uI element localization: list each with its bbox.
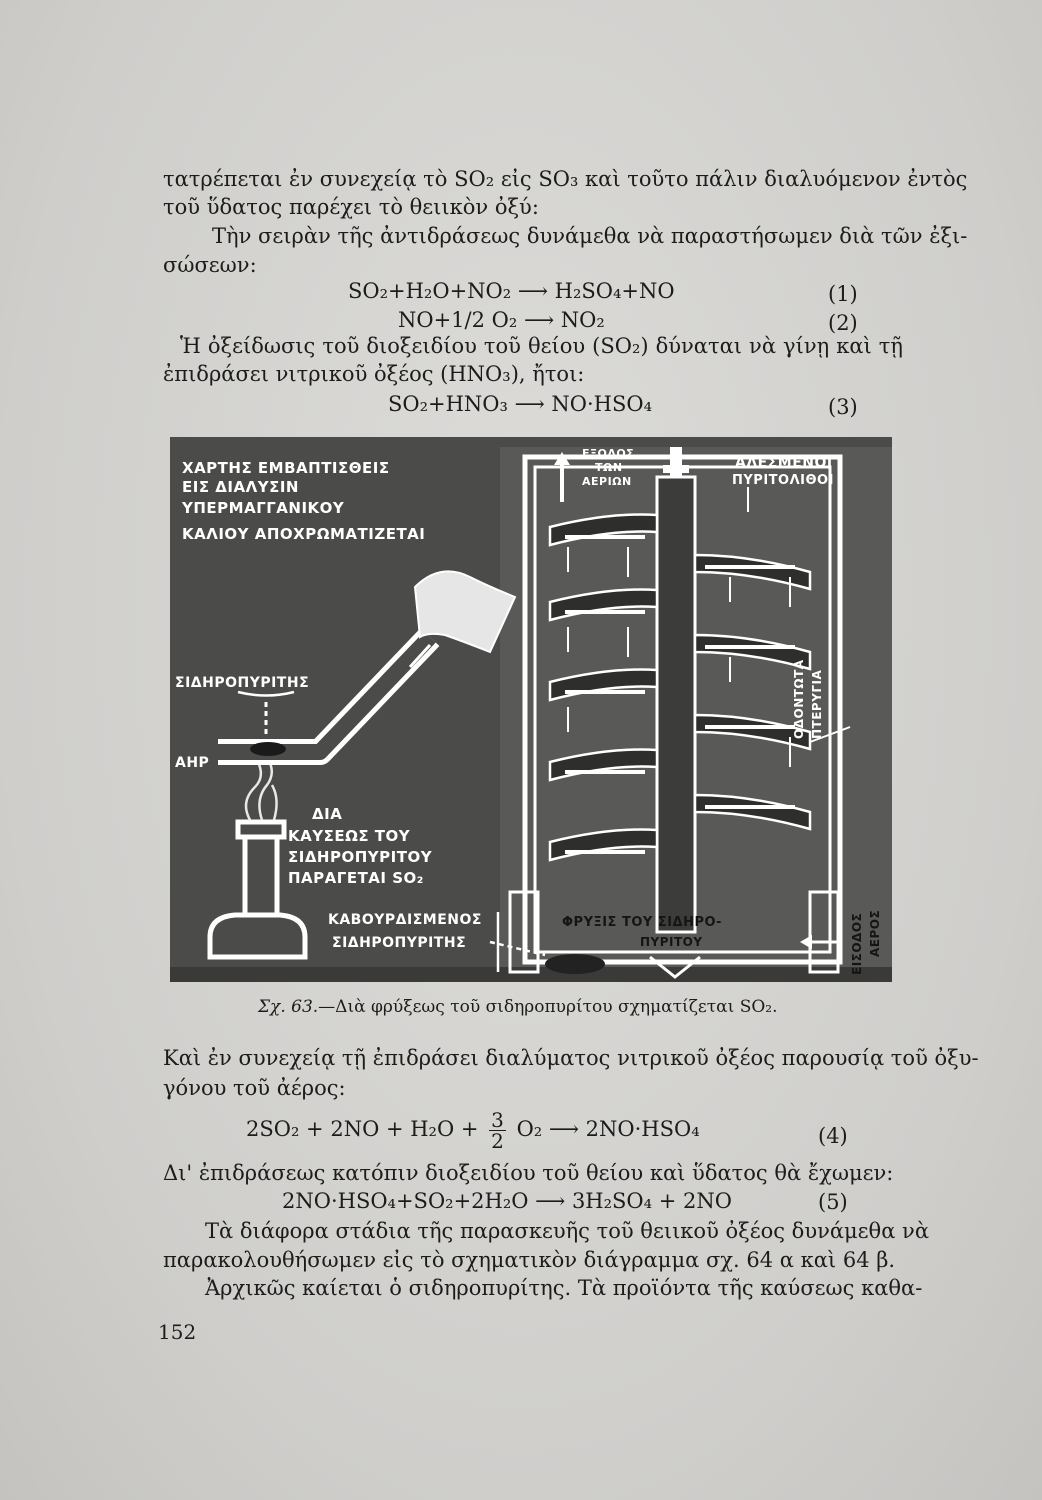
equation-3: SO₂+HNO₃ ⟶ NO·HSO₄: [388, 392, 652, 416]
equation-4: [246, 1110, 700, 1151]
label-teeth-1: ΟΔΟΝΤΩΤΑ: [792, 659, 806, 739]
equation-4-number: (4): [818, 1124, 848, 1148]
caption-text: —Διὰ φρύξεως τοῦ σιδηροπυρίτου σχηματίζεται SO₂.: [318, 997, 778, 1017]
label-gas-exit-3: ΑΕΡΙΩΝ: [582, 475, 632, 488]
label-air: ΑΗΡ: [175, 755, 210, 771]
label-ground-1: ΑΛΕΣΜΕΝΟΙ: [735, 455, 833, 471]
paragraph-line: ἐπιδράσει νιτρικοῦ ὀξέος (HNO₃), ἤτοι:: [163, 362, 585, 386]
label-combustion-3: ΣΙΔΗΡΟΠΥΡΙΤΟΥ: [288, 848, 433, 866]
label-combustion-4: ΠΑΡΑΓΕΤΑΙ SO₂: [288, 869, 424, 887]
label-gas-exit-2: ΤΩΝ: [595, 461, 623, 474]
label-carbonized-2: ΣΙΔΗΡΟΠΥΡΙΤΗΣ: [332, 935, 467, 951]
label-paper-4: ΚΑΛΙΟΥ ΑΠΟΧΡΩΜΑΤΙΖΕΤΑΙ: [182, 525, 426, 543]
equation-4-left: 2SO₂ + 2NO + H₂O +: [246, 1117, 479, 1141]
fraction-numerator: 3: [491, 1108, 504, 1132]
label-carbonized-1: ΚΑΒΟΥΡΔΙΣΜΕΝΟΣ: [328, 912, 482, 928]
equation-2: NO+1/2 O₂ ⟶ NO₂: [398, 308, 605, 332]
paragraph-line: παρακολουθήσωμεν εἰς τὸ σχηματικὸν διάγραμμα σχ. 64 α καὶ 64 β.: [163, 1248, 896, 1272]
equation-2-number: (2): [828, 311, 858, 335]
fraction-three-halves: [489, 1110, 506, 1151]
figure-caption: [258, 997, 778, 1017]
label-roasting-1: ΦΡΥΞΙΣ ΤΟΥ ΣΙΔΗΡΟ-: [562, 915, 722, 930]
label-teeth-2: ΠΤΕΡΥΓΙΑ: [810, 669, 824, 739]
equation-1: SO₂+H₂O+NO₂ ⟶ H₂SO₄+NO: [348, 279, 675, 303]
label-paper-2: ΕΙΣ ΔΙΑΛΥΣΙΝ: [182, 478, 299, 496]
label-paper-1: ΧΑΡΤΗΣ ΕΜΒΑΠΤΙΣΘΕΙΣ: [182, 459, 390, 477]
equation-1-number: (1): [828, 282, 858, 306]
label-air-entry-2: ΑΕΡΟΣ: [868, 909, 882, 957]
label-gas-exit-1: ΕΞΟΔΟΣ: [582, 447, 635, 460]
equation-3-number: (3): [828, 395, 858, 419]
paragraph-line: Δι' ἐπιδράσεως κατόπιν διοξειδίου τοῦ θείου καὶ ὕδατος θὰ ἔχωμεν:: [163, 1161, 894, 1185]
paragraph-line: Ἀρχικῶς καίεται ὁ σιδηροπυρίτης. Τὰ προϊόντα τῆς καύσεως καθα-: [205, 1276, 923, 1300]
paragraph-line: Τὰ διάφορα στάδια τῆς παρασκευῆς τοῦ θειικοῦ ὀξέος δυνάμεθα νὰ: [205, 1219, 930, 1243]
paragraph-line: τοῦ ὕδατος παρέχει τὸ θειικὸν ὀξύ:: [163, 195, 539, 219]
equation-5: 2NO·HSO₄+SO₂+2H₂O ⟶ 3H₂SO₄ + 2NO: [282, 1189, 732, 1213]
equation-5-number: (5): [818, 1190, 848, 1214]
paragraph-line: Ἡ ὀξείδωσις τοῦ διοξειδίου τοῦ θείου (SO₂) δύναται νὰ γίνῃ καὶ τῇ: [180, 334, 903, 358]
paragraph-line: Τὴν σειρὰν τῆς ἀντιδράσεως δυνάμεθα νὰ παραστήσωμεν διὰ τῶν ἐξι-: [212, 224, 968, 248]
label-ground-2: ΠΥΡΙΤΟΛΙΘΟΙ: [732, 473, 834, 488]
label-combustion-2: ΚΑΥΣΕΩΣ ΤΟΥ: [288, 827, 411, 845]
label-air-entry-1: ΕΙΣΟΔΟΣ: [850, 912, 864, 975]
paragraph-line: γόνου τοῦ ἀέρος:: [163, 1076, 346, 1100]
equation-4-right: O₂ ⟶ 2NO·HSO₄: [516, 1117, 700, 1141]
figure-number: Σχ. 63.: [258, 997, 319, 1017]
paragraph-line: τατρέπεται ἐν συνεχείᾳ τὸ SO₂ εἰς SO₃ καὶ τοῦτο πάλιν διαλυόμενον ἐντὸς: [163, 167, 968, 191]
paragraph-line: Καὶ ἐν συνεχείᾳ τῇ ἐπιδράσει διαλύματος νιτρικοῦ ὀξέος παρουσίᾳ τοῦ ὀξυ-: [163, 1046, 979, 1070]
figure-illustration: [170, 437, 892, 982]
label-pyrite: ΣΙΔΗΡΟΠΥΡΙΤΗΣ: [175, 675, 310, 691]
label-combustion-1: ΔΙΑ: [312, 805, 343, 823]
fraction-denominator: 2: [491, 1129, 504, 1153]
figure-63-diagram: [170, 437, 892, 982]
paragraph-line: σώσεων:: [163, 253, 257, 277]
page-number: 152: [158, 1320, 197, 1344]
label-paper-3: ΥΠΕΡΜΑΓΓΑΝΙΚΟΥ: [182, 499, 345, 517]
label-roasting-2: ΠΥΡΙΤΟΥ: [640, 935, 703, 949]
